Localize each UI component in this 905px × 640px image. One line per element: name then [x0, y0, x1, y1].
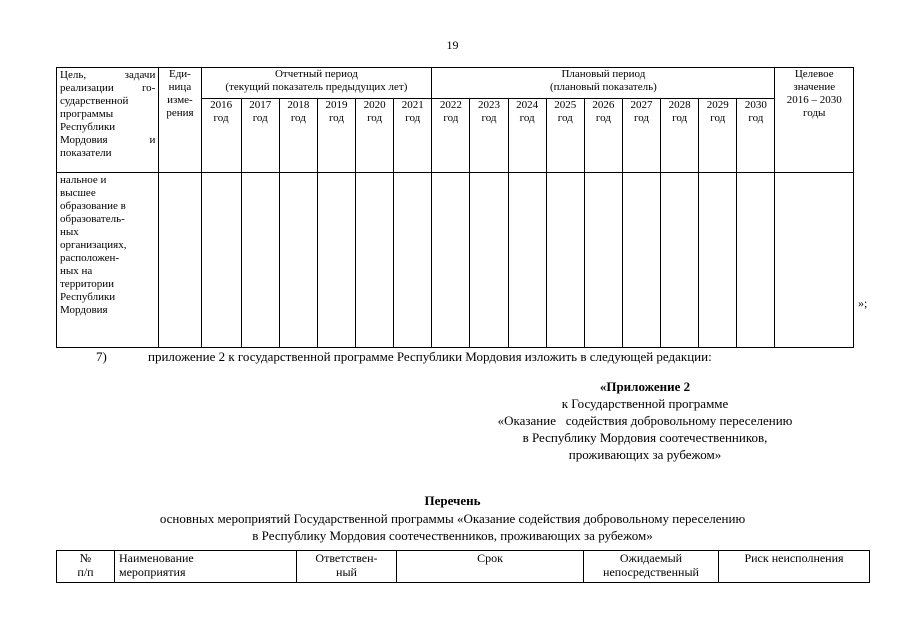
table-cell [356, 173, 394, 348]
list-subtitle: основных мероприятий Государственной программы «Оказание содействия добровольному переселению в Республику Мордовия соотечественников, проживающих за рубежом» [159, 511, 746, 543]
year-header: 2018 год [279, 99, 317, 173]
year-header: 2019 год [317, 99, 355, 173]
header-unit-cell: Еди- ница изме- рения [159, 68, 201, 173]
closing-quote: »; [858, 296, 868, 310]
table-row [57, 173, 854, 348]
year-header: 2017 год [241, 99, 279, 173]
year-header: 2029 год [699, 99, 737, 173]
header-name: Наименование мероприятия [115, 551, 297, 583]
year-header: 2028 год [661, 99, 699, 173]
paragraph-number: 7) [96, 349, 107, 364]
header-responsible: Ответствен- ный [297, 551, 397, 583]
table-cell [159, 173, 201, 348]
year-header: 2023 год [470, 99, 508, 173]
year-header: 2022 год [432, 99, 470, 173]
page-number: 19 [446, 38, 459, 52]
table-cell [775, 173, 854, 348]
header-expected-result: Ожидаемый непосредственный [584, 551, 719, 583]
header-target-value: Целевое значение 2016 – 2030 годы [775, 68, 854, 173]
year-header: 2016 год [201, 99, 241, 173]
list-title: Перечень [424, 493, 481, 508]
table-cell [241, 173, 279, 348]
table-cell [622, 173, 660, 348]
table-cell [584, 173, 622, 348]
table-cell [546, 173, 584, 348]
year-header: 2020 год [356, 99, 394, 173]
amendment-paragraph [96, 349, 712, 365]
year-header: 2025 год [546, 99, 584, 173]
row-indicator-text: нальное и высшее образование в образователь- ных организациях, расположен- ных на территории Республики Мордовия [57, 173, 159, 348]
indicators-table [56, 67, 854, 348]
table-cell [470, 173, 508, 348]
header-reporting-period: Отчетный период (текущий показатель предыдущих лет) [201, 68, 432, 99]
table-cell [279, 173, 317, 348]
year-header: 2024 год [508, 99, 546, 173]
year-header: 2030 год [737, 99, 775, 173]
year-header: 2026 год [584, 99, 622, 173]
table-cell [661, 173, 699, 348]
year-header: 2021 год [394, 99, 432, 173]
table-cell [201, 173, 241, 348]
table-cell [699, 173, 737, 348]
header-risk: Риск неисполнения [719, 551, 870, 583]
header-number: № п/п [57, 551, 115, 583]
table-cell [508, 173, 546, 348]
paragraph-text: приложение 2 к государственной программе Республики Мордовия изложить в следующей редакции: [148, 349, 712, 364]
table-cell [317, 173, 355, 348]
appendix-heading: «Приложение 2 к Государственной программе «Оказание содействия добровольному переселению в Республику Мордовия соотечественников, проживающих за рубежом» [430, 378, 860, 463]
table-cell [394, 173, 432, 348]
header-term: Срок [397, 551, 584, 583]
table-cell [432, 173, 470, 348]
appendix-title: «Приложение 2 [599, 379, 691, 394]
header-planned-period: Плановый период (плановый показатель) [432, 68, 775, 99]
table-cell [737, 173, 775, 348]
activities-table [56, 550, 870, 583]
year-header: 2027 год [622, 99, 660, 173]
header-goal-cell: Цель, задачи реализации го- сударственной программы Республики Мордовия и показатели [57, 68, 159, 173]
